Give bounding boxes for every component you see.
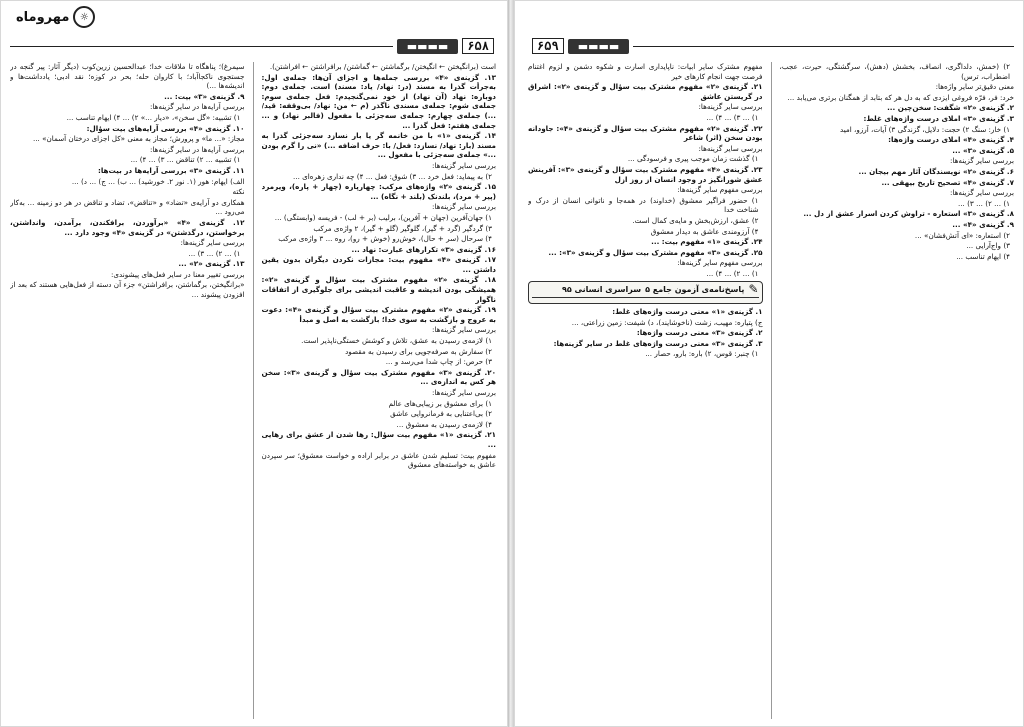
- text-paragraph: ۹. گزینه‌ی «۳» بیت: ...: [164, 91, 245, 101]
- text-paragraph: بررسی سایر گزینه‌ها:: [431, 202, 496, 212]
- left-column-right: [262, 62, 497, 719]
- text-paragraph: بررسی مفهوم سایر گزینه‌ها:: [677, 258, 763, 268]
- left-section-banner: ▬▬▬▬: [397, 39, 459, 54]
- right-column-right: [780, 62, 1015, 719]
- text-paragraph: ۲۵. گزینه‌ی «۳» مفهوم مشترک بیت سؤال و گزینه‌ی «۳»: ...: [548, 247, 763, 257]
- text-paragraph: ۳) گردگیر (گرد + گیر)، گلوگیر (گلو + گیر)، ۲ واژه‌ی مرکب: [313, 223, 492, 233]
- text-paragraph: مفهوم بیت: تسلیم شدن عاشق در برابر اراده و خواست معشوق؛ سر سپردن عاشق به خواسته‌های معشوق: [261, 450, 496, 470]
- text-paragraph: ۲۳. گزینه‌ی «۴» مفهوم مشترک بیت سؤال و گزینه‌ی «۳»: آفرینش عشق شورانگیز در وجود انسان از روز ازل: [528, 164, 763, 184]
- right-column-left: [528, 62, 763, 719]
- text-paragraph: ۱) گذشت زمان موجب پیری و فرسودگی ...: [627, 154, 759, 164]
- text-paragraph: ۲۲. گزینه‌ی «۲» مفهوم مشترک بیت سؤال و گزینه‌ی «۴»: جاودانه بودن سخن (اثر) شاعر: [528, 123, 763, 143]
- text-paragraph: ۵. گزینه‌ی «۳» ...: [952, 145, 1014, 155]
- text-paragraph: بررسی سایر گزینه‌ها:: [949, 156, 1014, 166]
- text-paragraph: ۲۱. گزینه‌ی «۱» مفهوم بیت سؤال: رها شدن از عشق برای رهایی ...: [261, 430, 496, 449]
- text-paragraph: ۱۳. گزینه‌ی «۲» ...: [178, 259, 245, 269]
- text-paragraph: است (برانگیختن ← انگیختن/ برگماشتن ← گماشتن/ برافراشتن ← افراشتن).: [269, 62, 496, 71]
- text-paragraph: بررسی سایر گزینه‌ها:: [431, 388, 496, 397]
- publisher-logo-area: [16, 6, 95, 28]
- text-paragraph: بررسی آرایه‌ها در سایر گزینه‌ها:: [149, 144, 245, 154]
- text-paragraph: ۱۶. گزینه‌ی «۳» تکرارهای عبارت: نهاد ...: [351, 244, 496, 254]
- left-columns: [10, 62, 496, 719]
- text-paragraph: ۱۳. گزینه‌ی «۴» بررسی جمله‌ها و اجزای آن‌ها: جمله‌ی اول: به‌جرأت گذرا به مسند (در: نهاد/ یاد: مسند) است. جمله‌ی دوم: دوباره: نهاد (آن نهاد) از خود نمی‌گنجیدم: فعل جمله‌ی سوم: جمله‌ی شوم: جمله‌ی مسندی ناگذر (م ← من: نهاد/ بی‌وقفه: قید/ ...) جمله‌ی چهارم: جمله‌ی سه‌جزئی با مفعول (فالبر نهاد) و ... جمله‌ی هفتم: فعل گذرا ...: [261, 72, 496, 130]
- text-paragraph: ۱) لازمه‌ی رسیدن به عشق، تلاش و کوشش خستگی‌ناپذیر است.: [301, 336, 492, 346]
- answer-key-title: [532, 282, 759, 298]
- text-paragraph: ۱) ... ۳) ... ۴) ...: [706, 112, 759, 122]
- text-paragraph: ۲۱. گزینه‌ی «۲» مفهوم مشترک بیت سؤال و گزینه‌ی «۲»: اشراق در گریستن عاشق: [528, 82, 763, 101]
- text-paragraph: ۳. گزینه‌ی «۳» معنی درست واژه‌های غلط در سایر گزینه‌ها:: [553, 338, 763, 348]
- text-paragraph: بررسی سایر گزینه‌ها:: [949, 188, 1014, 198]
- text-paragraph: ۲۰. گزینه‌ی «۳» مفهوم مشترک بیت سؤال و گزینه‌ی «۳»: سخن هر کس به اندازه‌ی ...: [261, 367, 496, 387]
- text-paragraph: ۳) حرص: از چاپ شدا می‌رسد و ...: [385, 357, 492, 367]
- text-paragraph: بررسی سایر گزینه‌ها:: [431, 325, 496, 335]
- text-paragraph: ۲) (خمش، دلداگری، انصاف، بخشش (دهش)، سرگشتگی، حیرت، عجب، اضطراب، ترس): [779, 62, 1010, 81]
- text-paragraph: ۲) سفارش به صرفه‌جویی برای رسیدن به مقصود: [345, 346, 492, 356]
- text-paragraph: ۱) حضور فراگیر معشوق (خداوند) در همه‌جا و ناتوانی انسان از درک و شناخت خدا: [528, 195, 759, 215]
- right-page-header: [532, 36, 1014, 56]
- text-paragraph: ۲) استعاره: «ای آتش‌فشان» ...: [914, 230, 1010, 240]
- text-paragraph: بررسی سایر گزینه‌ها:: [698, 102, 763, 112]
- text-paragraph: «برانگیختن، برگماشتن، برافراشتن» جزء آن دسته از فعل‌هایی هستند که بعد از افزودن پیشوند ...: [10, 280, 245, 300]
- right-page: [514, 0, 1024, 727]
- text-paragraph: بررسی سایر گزینه‌ها:: [698, 143, 763, 153]
- text-paragraph: ۴) لازمه‌ی رسیدن به معشوق ...: [396, 419, 492, 429]
- box-title: پاسخ‌نامه‌ی آزمون جامع ۵: [645, 285, 745, 295]
- text-paragraph: ۶. گزینه‌ی «۲» نویسندگان آثار مهم بیجان ...: [858, 166, 1014, 176]
- publisher-name: مهروماه: [16, 9, 70, 25]
- text-paragraph: ۱۲. گزینه‌ی «۴» «برآوردن، برافکندن، برآمدن، وانداشتن، برخواستن، درگذشتن» در گزینه‌ی «۴» وجود دارد ...: [10, 217, 245, 237]
- box-subtitle: سراسری انسانی ۹۵: [561, 285, 642, 295]
- text-paragraph: ۲. گزینه‌ی «۲» شگفت: سخن‌چین ...: [887, 103, 1014, 113]
- header-rule: [633, 46, 1014, 47]
- text-paragraph: ۱. گزینه‌ی «۱» معنی درست واژه‌های غلط:: [612, 307, 763, 317]
- header-rule: [10, 46, 393, 47]
- column-divider: [771, 62, 772, 719]
- text-paragraph: سیمرغ)؛ پناهگاه تا ملاقات خدا؛ عبدالحسین زرین‌کوب (دیگر آثار: پیر گنجه در جستجوی ناکجاآباد؛ با کاروان حله؛ بحر در کوزه؛ نقد ادبی؛ یادداشت‌ها و اندیشه‌ها ...): [10, 62, 245, 91]
- text-paragraph: ۱) تشبیه: «گل سخن»، «دیار ...» ۲) ... ۴) ایهام تناسب ...: [66, 112, 241, 122]
- text-paragraph: ۱۸. گزینه‌ی «۲» مفهوم مشترک بیت سؤال و گزینه‌ی «۲»: همیشگی بودن اندیشه و عاقبت اندیشی برای جلوگیری از اتفاقات ناگوار: [261, 275, 496, 304]
- right-columns: [528, 62, 1014, 719]
- text-paragraph: خرد: فر، فرّه فروغی ایزدی که به دل هر که بتابد از همگنان برتری می‌یابد ...: [787, 92, 1014, 102]
- text-paragraph: مفهوم مشترک سایر ابیات: ناپایداری اسارت و شکوه دشمن و لزوم اغتنام فرصت جهت انجام کارهای خیر: [528, 62, 763, 81]
- left-page-header: [10, 36, 494, 56]
- text-paragraph: ۹. گزینه‌ی «۴» ...: [952, 219, 1014, 229]
- text-paragraph: ۲) به پیماید: فعل خرد ... ۳) شوق: فعل ... ۴) چه نداری زهره‌ای ...: [293, 171, 492, 181]
- text-paragraph: ج) پتیاره: مهیب، زشت (ناخوشایند)، د) شیفت: زمین زراعتی، ...: [571, 317, 763, 327]
- publisher-logo-icon: ☼: [73, 6, 95, 28]
- text-paragraph: معنی دقیق‌تر سایر واژه‌ها:: [935, 82, 1014, 92]
- left-column-left: [10, 62, 245, 719]
- text-paragraph: ۲. گزینه‌ی «۳» معنی درست واژه‌ها:: [636, 328, 763, 338]
- pencil-icon: ✎: [748, 282, 759, 297]
- right-page-number: ۶۵۹: [532, 38, 564, 54]
- text-paragraph: ۱۱. گزینه‌ی «۳» بررسی آرایه‌ها در بیت‌ها:: [97, 165, 245, 175]
- text-paragraph: ۱) برای معشوق بر زیبایی‌های عالم: [388, 398, 492, 408]
- text-paragraph: ۲) عشق، ارزش‌بخش و مایه‌ی کمال است.: [632, 215, 759, 225]
- text-paragraph: بررسی تغییر معنا در سایر فعل‌های پیشوندی:: [110, 269, 245, 279]
- text-paragraph: ۳) واج‌آرایی ...: [966, 241, 1010, 251]
- text-paragraph: ۴) سرحال (سر + حال)، خوش‌رو (خوش + رو)، روه ... ۳ واژه‌ی مرکب: [278, 234, 492, 244]
- text-paragraph: ۱) تشبیه ... ۲) تناقض ... ۳) ... ۴) ...: [130, 155, 241, 165]
- right-section-banner: ▬▬▬▬: [568, 39, 630, 54]
- text-paragraph: ۸. گزینه‌ی «۳» استعاره - تراوش کردن اسرار عشق از دل ...: [803, 209, 1014, 219]
- answer-key-box: [528, 281, 763, 304]
- text-paragraph: ۱۷. گزینه‌ی «۴» مفهوم بیت: مجازات نکردن دیگران بدون یقین داشتن ...: [261, 255, 496, 274]
- text-paragraph: ۳. گزینه‌ی «۳» املای درست واژه‌های غلط:: [863, 113, 1014, 123]
- text-paragraph: ۱) چنبر: قوس، ۲) باره: بارو، حصار ...: [645, 349, 759, 359]
- text-paragraph: ۱) ... ۲) ... ۳) ...: [957, 198, 1010, 208]
- left-page: [0, 0, 508, 727]
- text-paragraph: ۱) ... ۲) ... ۳) ...: [188, 248, 241, 258]
- text-paragraph: ۱۹. گزینه‌ی «۲» مفهوم مشترک بیت سؤال و گزینه‌ی «۴»: دعوت به عروج و بازگشت به سوی خدا؛ بازگشت به اصل و مبدأ: [261, 305, 496, 324]
- text-paragraph: ۱) خار: سنگ ۲) حجت: دلایل، گزندگی ۳) آیات، آرزو، امید: [839, 124, 1010, 134]
- text-paragraph: ۱۵. گزینه‌ی «۲» واژه‌های مرکب: چهارپاره (چهار + پاره)، ویرمرد (پیر + مرد)، بلندنک (بلند + نگاه) ...: [261, 182, 496, 201]
- text-paragraph: ۱۴. گزینه‌ی «۱» با من خانمه گر یا بار نسازد سه‌جزئی گذرا به مسند (بار: نهاد/ نسازد: فعل/ با: حرف اضافه ...) «نی را گرم بودن ...» جمله‌ی سه‌جزئی با مفعول ...: [261, 131, 496, 160]
- text-paragraph: بررسی سایر گزینه‌ها:: [180, 238, 245, 248]
- text-paragraph: بررسی مفهوم سایر گزینه‌ها:: [677, 185, 763, 195]
- text-paragraph: مجاز: «... ما» و پرورش؛ مجاز به معنی «کل اجزای درختان آسمان» ...: [32, 134, 245, 144]
- text-paragraph: همکاری دو آرایه‌ی «تضاد» و «تناقض»، تضاد و تناقض در هر دو زمینه ... به‌کار می‌رود ...: [10, 197, 245, 217]
- text-paragraph: ۴) آرزومندی عاشق به دیدار معشوق: [650, 226, 759, 236]
- text-paragraph: ۴) ایهام تناسب ...: [956, 251, 1010, 261]
- text-paragraph: بررسی آرایه‌ها در سایر گزینه‌ها:: [149, 102, 245, 112]
- text-paragraph: ۱) ... ۲) ... ۴) ...: [706, 268, 759, 278]
- text-paragraph: الف) ایهام: هور (۱. نور ۲. خورشید) ... ب) ... ج) ... د) ...: [71, 176, 245, 186]
- text-paragraph: ۲) بی‌اعتنایی به فرمانروایی عاشق: [390, 409, 492, 419]
- text-paragraph: ۱) جهان‌آفرین (جهان + آفرین)، برلیب (بر + لب) - فریسه (وابستگی) ...: [274, 212, 492, 222]
- text-paragraph: ۴. گزینه‌ی «۴» املای درست واژه‌ها:: [888, 135, 1014, 145]
- column-divider: [253, 62, 254, 719]
- text-paragraph: ۲۴. گزینه‌ی «۱» مفهوم بیت: ...: [651, 237, 763, 247]
- text-paragraph: ۱۰. گزینه‌ی «۴» بررسی آرایه‌های بیت سؤال:: [86, 123, 245, 133]
- text-paragraph: نکته: [232, 187, 245, 197]
- left-page-number: ۶۵۸: [462, 38, 494, 54]
- text-paragraph: بررسی سایر گزینه‌ها:: [431, 160, 496, 170]
- text-paragraph: ۷. گزینه‌ی «۴» تصحیح تاریخ بیهقی ...: [881, 177, 1014, 187]
